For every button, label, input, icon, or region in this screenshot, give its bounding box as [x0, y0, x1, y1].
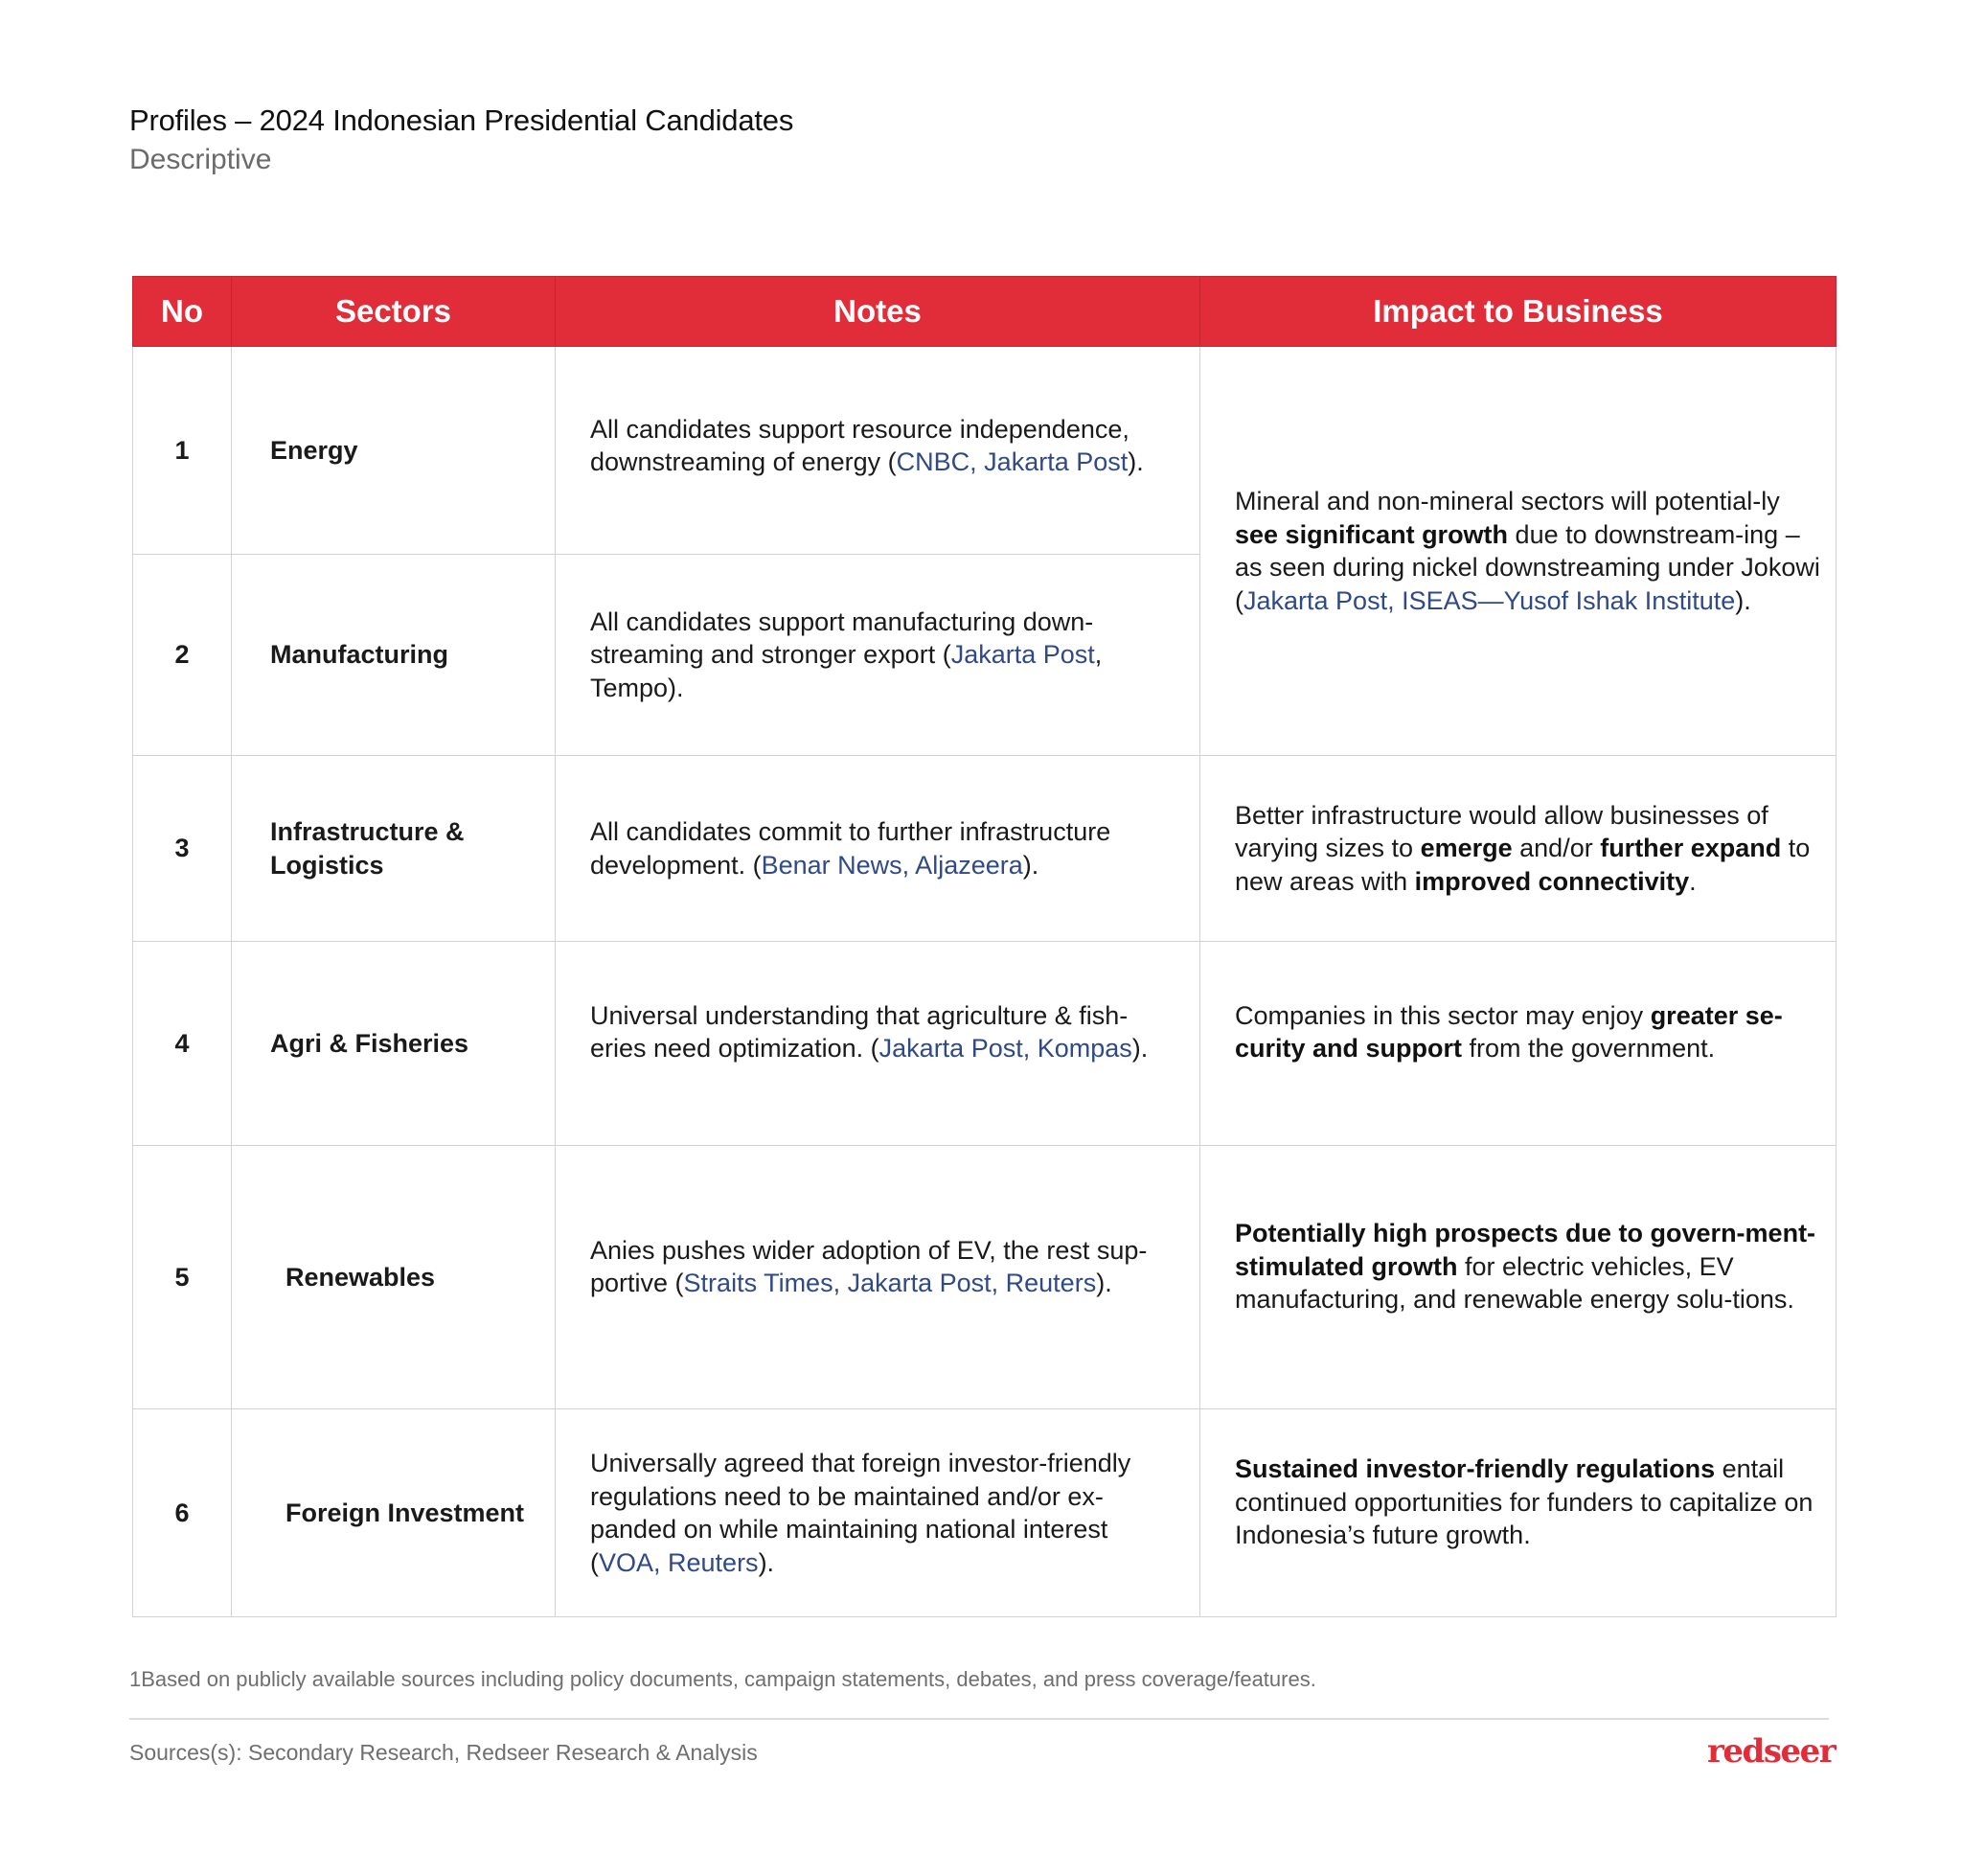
- impact-text: and/or: [1512, 834, 1601, 863]
- impact-highlight: greater se-curity and support: [1235, 1000, 1783, 1063]
- impact-highlight: further expand: [1600, 834, 1782, 863]
- sector-name: Foreign Investment: [232, 1409, 556, 1617]
- notes-text: Universally agreed that foreign investor-friendly regulations need to be maintained and/or ex-panded on while maintaining national interest (: [590, 1449, 1131, 1577]
- sector-name: Energy: [232, 347, 556, 555]
- impact-tail: ).: [1735, 585, 1751, 615]
- notes-cell: [556, 347, 1200, 555]
- impact-cell: [1200, 942, 1837, 1146]
- notes-cell: [556, 1146, 1200, 1409]
- row-number: 6: [133, 1409, 232, 1617]
- sources-note: Sources(s): Secondary Research, Redseer Research & Analysis: [129, 1740, 758, 1765]
- impact-text: Better infrastructure would allow businesses of varying sizes to: [1235, 800, 1768, 863]
- table-row: [133, 756, 1837, 942]
- footer-divider: [129, 1718, 1829, 1720]
- impact-text: from the government.: [1462, 1034, 1716, 1063]
- impact-text: entail continued opportunities for funders to capitalize on Indonesia’s future growth.: [1235, 1454, 1814, 1550]
- footnote: 1Based on publicly available sources including policy documents, campaign statements, debates, and press coverage/features.: [129, 1667, 1316, 1691]
- row-number: 3: [133, 756, 232, 942]
- impact-tail: .: [1689, 866, 1697, 896]
- impact-cell: [1200, 756, 1837, 942]
- notes-text: All candidates support manufacturing down-streaming and stronger export (: [590, 606, 1094, 670]
- impact-text: Companies in this sector may enjoy: [1235, 1000, 1651, 1030]
- sector-name: Infrastructure & Logistics: [232, 756, 556, 942]
- sector-impact-table: [132, 276, 1837, 1617]
- impact-cell: [1200, 347, 1837, 756]
- source-link[interactable]: Jakarta Post, ISEAS—Yusof Ishak Institute: [1243, 585, 1736, 615]
- notes-text: All candidates commit to further infrastructure development. (: [590, 817, 1111, 880]
- notes-tail: , Tempo).: [590, 640, 1103, 702]
- notes-tail: ).: [758, 1547, 775, 1577]
- notes-cell: [556, 756, 1200, 942]
- impact-text: to new areas with: [1235, 834, 1811, 896]
- impact-highlight: improved connectivity: [1414, 866, 1690, 896]
- page-title: Profiles – 2024 Indonesian Presidential Candidates: [129, 103, 794, 137]
- table-row: [133, 1409, 1837, 1617]
- column-header-notes: Notes: [556, 277, 1200, 347]
- impact-highlight: see significant growth: [1235, 519, 1509, 549]
- table-row: [133, 347, 1837, 555]
- notes-cell: [556, 942, 1200, 1146]
- row-number: 1: [133, 347, 232, 555]
- impact-highlight: Sustained investor-friendly regulations: [1235, 1454, 1716, 1484]
- table-header-row: [133, 277, 1837, 347]
- notes-cell: [556, 1409, 1200, 1617]
- sector-name: Agri & Fisheries: [232, 942, 556, 1146]
- notes-tail: ).: [1131, 1034, 1149, 1063]
- impact-cell: [1200, 1146, 1837, 1409]
- impact-highlight: Potentially high prospects due to govern-ment-stimulated growth: [1235, 1219, 1816, 1281]
- column-header-sectors: Sectors: [232, 277, 556, 347]
- impact-text: Mineral and non-mineral sectors will potential-ly: [1235, 487, 1780, 515]
- table-row: [133, 1146, 1837, 1409]
- row-number: 2: [133, 555, 232, 756]
- source-link[interactable]: Straits Times, Jakarta Post, Reuters: [683, 1269, 1097, 1297]
- source-link[interactable]: Jakarta Post, Kompas: [878, 1034, 1132, 1063]
- sector-name: Renewables: [232, 1146, 556, 1409]
- notes-cell: [556, 555, 1200, 756]
- source-link[interactable]: CNBC, Jakarta Post: [896, 447, 1129, 476]
- sector-name: Manufacturing: [232, 555, 556, 756]
- source-link[interactable]: Jakarta Post: [950, 640, 1095, 670]
- notes-text: All candidates support resource independence, downstreaming of energy (: [590, 414, 1129, 476]
- notes-text: Anies pushes wider adoption of EV, the rest sup-portive (: [590, 1235, 1148, 1297]
- notes-text: Universal understanding that agriculture & fish-eries need optimization. (: [590, 1000, 1129, 1063]
- page-subtitle: Descriptive: [129, 144, 272, 175]
- notes-tail: ).: [1022, 850, 1039, 880]
- row-number: 5: [133, 1146, 232, 1409]
- notes-tail: ).: [1128, 447, 1144, 476]
- redseer-logo: redseer: [1707, 1732, 1836, 1771]
- table-row: [133, 942, 1837, 1146]
- impact-text: due to downstream-ing – as seen during nickel downstreaming under Jokowi (: [1235, 519, 1820, 615]
- impact-highlight: emerge: [1420, 834, 1513, 863]
- column-header-no: No: [133, 277, 232, 347]
- notes-tail: ).: [1096, 1269, 1112, 1297]
- column-header-impact: Impact to Business: [1200, 277, 1837, 347]
- impact-cell: [1200, 1409, 1837, 1617]
- source-link[interactable]: VOA, Reuters: [599, 1547, 759, 1577]
- row-number: 4: [133, 942, 232, 1146]
- impact-text: for electric vehicles, EV manufacturing, and renewable energy solu-tions.: [1235, 1251, 1794, 1315]
- source-link[interactable]: Benar News, Aljazeera: [761, 850, 1023, 880]
